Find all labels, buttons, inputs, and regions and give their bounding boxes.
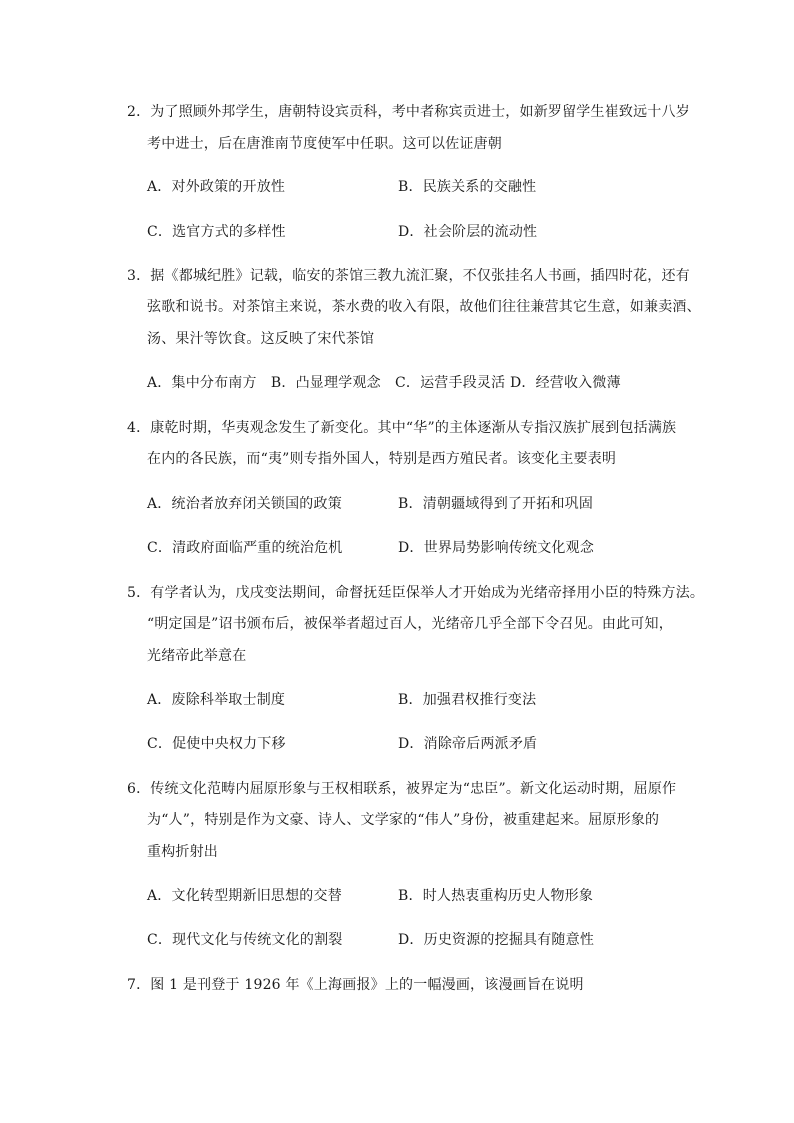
question-stem-line: 考中进士，后在唐淮南节度使军中任职。这可以佐证唐朝 <box>147 136 502 152</box>
option-c[interactable]: C．清政府面临严重的统治危机 <box>147 540 343 556</box>
question-stem-line: 汤、果汁等饮食。这反映了宋代茶馆 <box>147 331 375 347</box>
question-stem-line: 6．传统文化范畴内屈原形象与王权相联系，被界定为“忠臣”。新文化运动时期，屈原作 <box>127 781 677 797</box>
option-a[interactable]: A．文化转型期新旧思想的交替 <box>147 888 342 904</box>
option-b[interactable]: B．加强君权推行变法 <box>398 692 537 708</box>
option-a[interactable]: A．废除科举取士制度 <box>147 692 286 708</box>
option-b[interactable]: B．时人热衷重构历史人物形象 <box>398 888 594 904</box>
question-stem-line: 为“人”，特别是作为文豪、诗人、文学家的“伟人”身份，被重建起来。屈原形象的 <box>147 812 660 828</box>
question-stem-line: 3．据《都城纪胜》记载，临安的茶馆三教九流汇聚，不仅张挂名人书画，插四时花，还有 <box>127 268 690 284</box>
option-d[interactable]: D．历史资源的挖掘具有随意性 <box>398 932 595 948</box>
question-stem-line: 2．为了照顾外邦学生，唐朝特设宾贡科，考中者称宾贡进士，如新罗留学生崔致远十八岁 <box>127 104 690 120</box>
options-inline[interactable]: A．集中分布南方 B．凸显理学观念 C．运营手段灵活 D．经营收入微薄 <box>147 375 621 391</box>
question-stem-line: 重构折射出 <box>147 844 218 860</box>
question-stem-line: 弦歌和说书。对茶馆主来说，茶水费的收入有限，故他们往往兼营其它生意，如兼卖酒、 <box>147 299 701 315</box>
question-stem-line: 在内的各民族，而“夷”则专指外国人，特别是西方殖民者。该变化主要表明 <box>147 451 617 467</box>
question-stem-line: 5．有学者认为，戊戌变法期间，命督抚廷臣保举人才开始成为光绪帝择用小臣的特殊方法。 <box>127 585 705 601</box>
option-c[interactable]: C．现代文化与传统文化的割裂 <box>147 932 343 948</box>
option-b[interactable]: B．清朝疆域得到了开拓和巩固 <box>398 496 594 512</box>
question-stem-line: “明定国是”诏书颁布后，被保举者超过百人，光绪帝几乎全部下令召见。由此可知， <box>147 616 673 632</box>
option-a[interactable]: A．统治者放弃闭关锁国的政策 <box>147 496 342 512</box>
question-stem-line: 7．图 1 是刊登于 1926 年《上海画报》上的一幅漫画，该漫画旨在说明 <box>127 977 584 993</box>
option-a[interactable]: A．对外政策的开放性 <box>147 179 286 195</box>
option-c[interactable]: C．选官方式的多样性 <box>147 224 286 240</box>
option-c[interactable]: C．促使中央权力下移 <box>147 736 286 752</box>
option-d[interactable]: D．消除帝后两派矛盾 <box>398 736 538 752</box>
option-d[interactable]: D．世界局势影响传统文化观念 <box>398 540 595 556</box>
option-b[interactable]: B．民族关系的交融性 <box>398 179 537 195</box>
question-stem-line: 4．康乾时期，华夷观念发生了新变化。其中“华”的主体逐渐从专指汉族扩展到包括满族 <box>127 420 677 436</box>
question-stem-line: 光绪帝此举意在 <box>147 648 247 664</box>
option-d[interactable]: D．社会阶层的流动性 <box>398 224 538 240</box>
